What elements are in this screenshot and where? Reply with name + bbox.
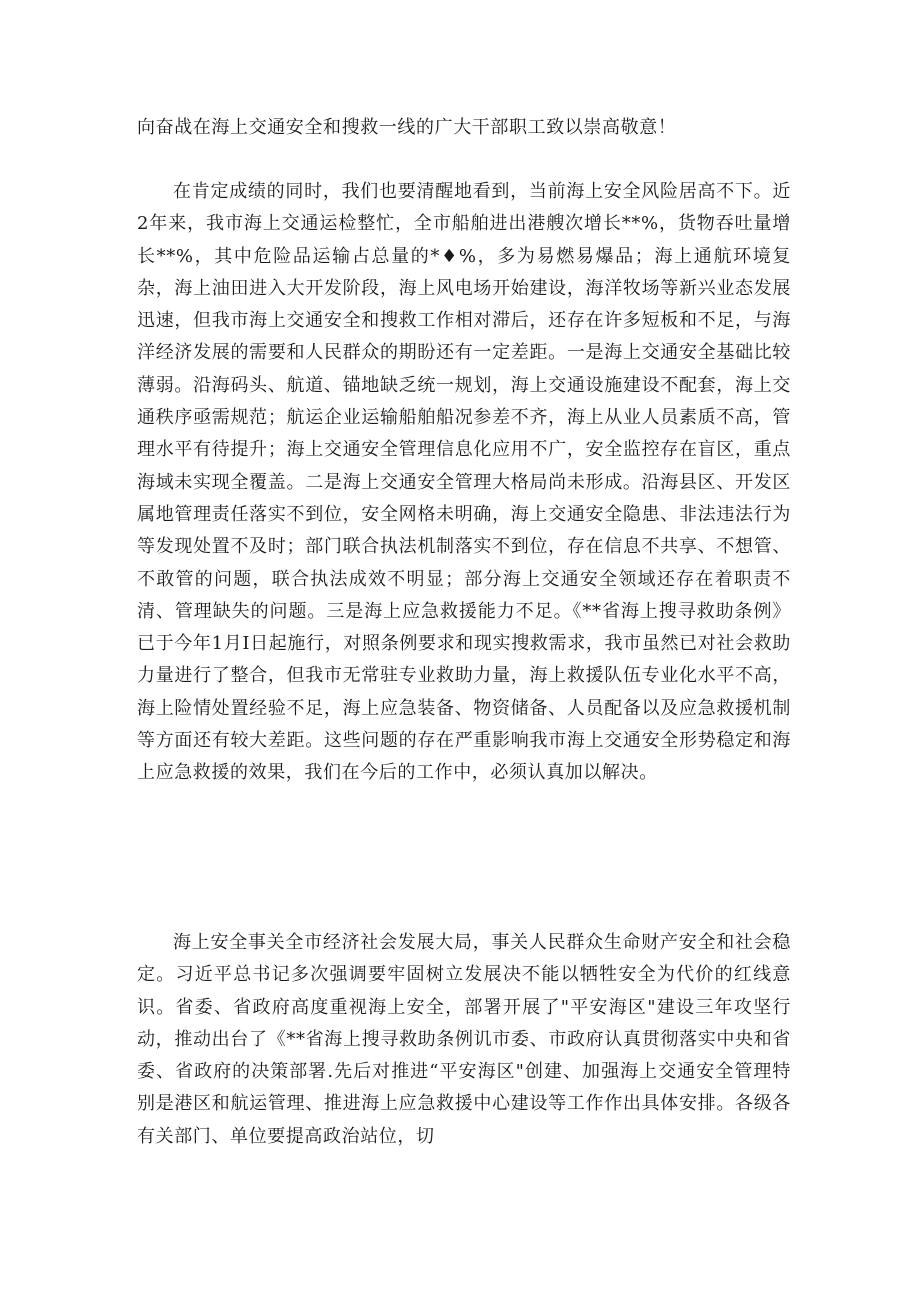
paragraph-maritime-safety-importance: 海上安全事关全市经济社会发展大局，事关人民群众生命财产安全和社会稳定。习近平总书记多次强调要牢固树立发展决不能以牺牲安全为代价的红线意识。省委、省政府高度重视海上安全，部署开展了"平安海区"建设三年攻坚行动，推动出台了《**省海上搜寻救助条例讥市委、市政府认真贯彻落实中央和省委、省政府的决策部署.先后对推进“平安海区"创建、加强海上交通安全管理特别是港区和航运管理、推进海上应急救援中心建设等工作作出具体安排。各级各有关部门、单位要提高政治站位，切 [137, 932, 791, 1147]
continuation-line: 向奋战在海上交通安全和搜救一线的广大干部职工致以崇高敬意！ [137, 117, 677, 138]
paragraph-safety-risks: 在肯定成绩的同时，我们也要清醒地看到，当前海上安全风险居高不下。近2年来，我市海上交通运检整忙，全市船舶进出港艘次增长**%，货物吞吐量增长**%，其中危险品运输占总量的*♦%，多为易燃易爆品；海上通航环境复杂，海上油田进入大开发阶段，海上风电场开始建设，海洋牧场等新兴业态发展迅速，但我市海上交通安全和搜救工作相对滞后，还存在许多短板和不足，与海洋经济发展的需要和人民群众的期盼还有一定差距。一是海上交通安全基础比较薄弱。沿海码头、航道、锚地缺乏统一规划，海上交通设施建设不配套，海上交通秩序亟需规范；航运企业运输船舶船况参差不齐，海上从业人员素质不高，管理水平有待提升；海上交通安全管理信息化应用不广，安全监控存在盲区，重点海域未实现全覆盖。二是海上交通安全管理大格局尚未形成。沿海县区、开发区属地管理责任落实不到位，安全网格未明确，海上交通安全隐患、非法违法行为等发现处置不及时；部门联合执法机制落实不到位，存在信息不共享、不想管、不敢管的问题，联合执法成效不明显；部分海上交通安全领域还存在着职责不清、管理缺失的问题。三是海上应急救援能力不足。《**省海上搜寻救助条例》已于今年1月I日起施行，对照条例要求和现实搜救需求，我市虽然已对社会救助力量进行了整合，但我市无常驻专业救助力量，海上救援队伍专业化水平不高，海上险情处置经验不足，海上应急装备、物资储备、人员配备以及应急救援机制等方面还有较大差距。这些问题的存在严重影响我市海上交通安全形势稳定和海上应急救援的效果，我们在今后的工作中，必须认真加以解决。 [137, 181, 791, 784]
